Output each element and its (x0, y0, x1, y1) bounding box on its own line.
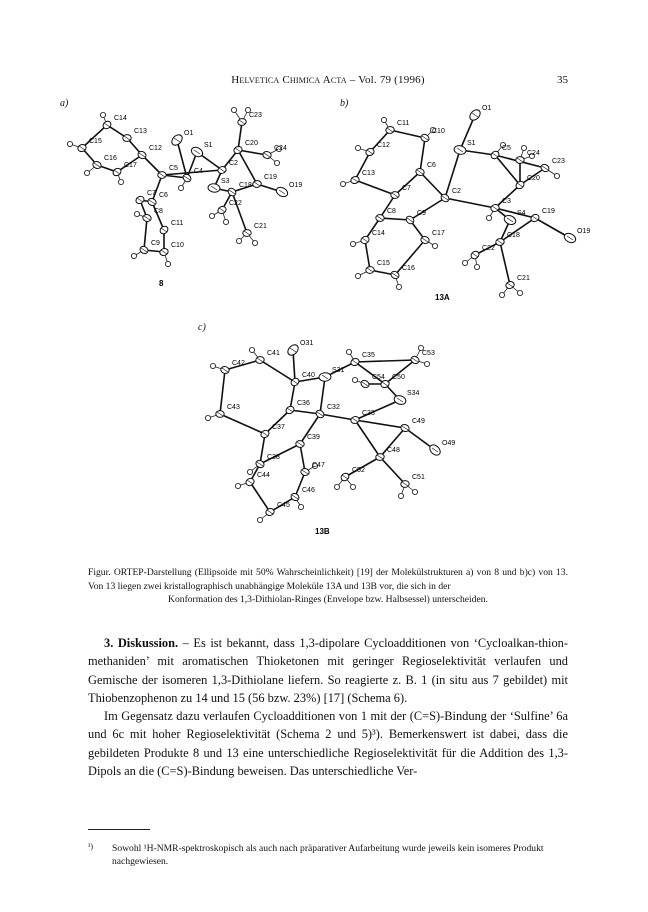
bond (355, 180, 395, 195)
atom-label: C49 (412, 418, 425, 425)
figure-panel-a (62, 100, 322, 300)
bond (410, 198, 445, 220)
ortep-structure-13A (335, 100, 595, 310)
section-heading: 3. Diskussion. (104, 636, 179, 650)
atom-label: C37 (272, 424, 285, 431)
atom-label: C15 (89, 138, 102, 145)
atom-label: C15 (377, 260, 390, 267)
hydrogen-atom (247, 469, 252, 474)
hydrogen-atom (346, 349, 351, 354)
hydrogen-atom (517, 290, 522, 295)
figure-panel-c (195, 322, 475, 542)
atom-label: C40 (302, 372, 315, 379)
caption-line-3: Konformation des 1,3-Dithiolan-Ringes (Envelope bzw. Halbsessel) unterscheiden. (168, 594, 488, 605)
atom-label: C4 (194, 168, 203, 175)
hydrogen-atom (350, 241, 355, 246)
paragraph-discussion-1: 3. Diskussion. – Es ist bekannt, dass 1,3-dipolare Cycloadditionen von ‘Cycloalkan-thion-methaniden’ mit aromatischen Thioketonen mit geringer Regioselektivität verlaufen und Gemische der isomeren 1,3-Dithiolane liefern. So reagierte z. B. 1 (in situ aus 7 gebildet) mit Thiobenzophenon zu 14 und 15 (56 bzw. 23%) [17] (Schema 6). (88, 636, 568, 705)
hydrogen-atom (486, 215, 491, 220)
atom-label: C23 (249, 112, 262, 119)
hydrogen-atom (298, 504, 303, 509)
bond (300, 444, 305, 472)
bond (355, 360, 415, 362)
atom-label: C24 (527, 150, 540, 157)
body-text (88, 634, 568, 780)
bond (238, 122, 242, 150)
atom-label: S1 (467, 140, 476, 147)
atom-label: C12 (377, 142, 390, 149)
hydrogen-atom (381, 117, 386, 122)
atom-label: C10 (171, 242, 184, 249)
atom-label: C9 (151, 240, 160, 247)
hydrogen-atom (252, 240, 257, 245)
atom-label: C41 (267, 350, 280, 357)
hydrogen-atom (274, 160, 279, 165)
hydrogen-atom (178, 185, 183, 190)
hydrogen-atom (223, 219, 228, 224)
atom-label: O19 (289, 182, 303, 189)
atom-label: C13 (134, 128, 147, 135)
panel-c-label: c) (198, 322, 206, 333)
hydrogen-atom (334, 484, 339, 489)
atom-label: C6 (427, 162, 436, 169)
bond (290, 410, 320, 414)
hydrogen-atom (235, 483, 240, 488)
atom-label: S31 (332, 367, 345, 374)
bond (365, 240, 370, 270)
atom-label: C21 (254, 223, 267, 230)
figure-panel-b (335, 100, 595, 310)
atom-label: O1 (184, 130, 194, 137)
hydrogen-atom (340, 181, 345, 186)
atom-label: C16 (104, 155, 117, 162)
atom-label: S4 (517, 210, 526, 217)
hydrogen-atom (236, 238, 241, 243)
atom-label: C11 (171, 220, 184, 227)
hydrogen-atom (231, 107, 236, 112)
atom-label: C23 (552, 158, 565, 165)
bond (500, 242, 510, 285)
hydrogen-atom (134, 211, 139, 216)
atom-label: C43 (227, 404, 240, 411)
atom-label: C48 (387, 447, 400, 454)
atom-label: C6 (159, 192, 168, 199)
atom-label: C14 (114, 115, 127, 122)
atom-label: C9 (417, 210, 426, 217)
atom-label: C35 (362, 352, 375, 359)
atom-label: C7 (147, 190, 156, 197)
hydrogen-atom (210, 363, 215, 368)
hydrogen-atom (355, 273, 360, 278)
atom-label: C14 (372, 230, 385, 237)
bond (380, 457, 405, 484)
atom-label: C13 (362, 170, 375, 177)
bond (250, 482, 270, 512)
atom-label: C52 (352, 467, 365, 474)
atom-label: C47 (312, 462, 325, 469)
bond (232, 192, 247, 233)
page-number: 35 (557, 74, 568, 86)
atom-label: C36 (297, 400, 310, 407)
atom-label: C22 (482, 245, 495, 252)
hydrogen-atom (131, 253, 136, 258)
atom-label: C38 (267, 454, 280, 461)
hydrogen-atom (398, 493, 403, 498)
atom-label: C24 (274, 145, 287, 152)
hydrogen-atom (474, 264, 479, 269)
bond (390, 130, 425, 138)
panel-b-label: b) (340, 98, 349, 109)
atom-label: C8 (387, 208, 396, 215)
hydrogen-atom (432, 243, 437, 248)
atom-label: C3 (502, 198, 511, 205)
bond (445, 198, 495, 208)
bond (220, 370, 225, 414)
atom-label: S34 (407, 390, 420, 397)
hydrogen-atom (67, 141, 72, 146)
atom-label: C20 (527, 175, 540, 182)
bond (238, 150, 257, 184)
bond (152, 202, 164, 230)
ortep-structure-13B (195, 322, 475, 542)
hydrogen-atom (462, 260, 467, 265)
bond (420, 172, 445, 198)
footnote-marker: ³) (88, 842, 94, 851)
atom-label: C5 (169, 165, 178, 172)
atom-label: C17 (432, 230, 445, 237)
atom-label: C22 (229, 200, 242, 207)
atom-label: C7 (402, 185, 411, 192)
hydrogen-atom (100, 112, 105, 117)
atom-label: O19 (577, 228, 591, 235)
compound-number: 13B (315, 527, 330, 536)
bond (355, 420, 380, 457)
atom-label: C32 (327, 404, 340, 411)
hydrogen-atom (118, 179, 123, 184)
atom-label: O49 (442, 440, 456, 447)
hydrogen-atom (84, 170, 89, 175)
hydrogen-atom (396, 284, 401, 289)
compound-number: 13A (435, 293, 450, 302)
footnote-rule (88, 829, 150, 830)
atom-label: C39 (307, 434, 320, 441)
hydrogen-atom (350, 484, 355, 489)
bond (320, 377, 325, 414)
footnote-text: Sowohl ¹H-NMR-spektroskopisch als auch nach präparativer Aufarbeitung wurde jeweils kein isomeres Produkt nachgewiesen. (112, 843, 544, 867)
hydrogen-atom (209, 213, 214, 218)
atom-label: C50 (392, 374, 405, 381)
atom-label: C42 (232, 360, 245, 367)
atom-label: O31 (300, 340, 314, 347)
journal-name: Helvetica Chimica Acta (231, 74, 347, 86)
atom-label: C8 (154, 208, 163, 215)
atom-label: C18 (239, 182, 252, 189)
caption-line-2: b)c) von 13. Von 13 liegen zwei kristallographisch unabhängige Moleküle 13A und 13B vor, die sich in der (88, 567, 568, 592)
hydrogen-atom (521, 145, 526, 150)
atom-label: C33 (362, 410, 375, 417)
bond (220, 414, 265, 434)
ortep-structure-8 (62, 100, 322, 300)
compound-number: 8 (159, 279, 164, 288)
caption-line-1: Figur. ORTEP-Darstellung (Ellipsoide mit 50% Wahrscheinlichkeit) [19] der Molekülstrukturen a) von 8 und (88, 567, 517, 578)
atom-label: C45 (277, 502, 290, 509)
hydrogen-atom (412, 489, 417, 494)
hydrogen-atom (257, 517, 262, 522)
bond (260, 434, 265, 464)
paragraph-discussion-2: Im Gegensatz dazu verlaufen Cycloadditionen von 1 mit der (C=S)-Bindung der ‘Sulfine’ 6a und 6c mit hoher Regioselektivität (Schema 2 und 5)³). Bemerkenswert ist dabei, dass die gebildeten Produkte 8 und 13 eine unterschiedliche Regioselektivität für die Addition des 1,3-Dipols an die (C=S)-Bindung beweisen. Das unterschiedliche Ver- (88, 709, 568, 779)
atom-label: C21 (517, 275, 530, 282)
hydrogen-atom (355, 145, 360, 150)
hydrogen-atom (352, 377, 357, 382)
figure-caption (88, 566, 568, 607)
atom-label: C5 (502, 145, 511, 152)
atom-label: C53 (422, 350, 435, 357)
bond (260, 444, 300, 464)
atom-label: S1 (204, 142, 213, 149)
atom-label: C19 (542, 208, 555, 215)
atom-label: C46 (302, 487, 315, 494)
panel-a-label: a) (60, 98, 69, 109)
journal-volume: – Vol. 79 (1996) (349, 74, 425, 86)
hydrogen-atom (165, 261, 170, 266)
atom-label: C16 (402, 265, 415, 272)
bond (144, 218, 147, 250)
atom-label: C12 (149, 145, 162, 152)
bond (260, 360, 295, 382)
atom-label: S3 (221, 178, 230, 185)
hydrogen-atom (499, 292, 504, 297)
bond (420, 138, 425, 172)
atom-label: C2 (229, 160, 238, 167)
atom-label: O1 (482, 105, 492, 112)
atom-label: C20 (245, 140, 258, 147)
atom-label: C19 (264, 174, 277, 181)
atom-label: C11 (397, 120, 410, 127)
atom-label: C17 (124, 162, 137, 169)
hydrogen-atom (554, 173, 559, 178)
atom-label: C44 (257, 472, 270, 479)
footnote (88, 842, 568, 868)
hydrogen-atom (249, 347, 254, 352)
bond (320, 414, 355, 420)
atom-label: C51 (412, 474, 425, 481)
atom-label: C10 (432, 128, 445, 135)
atom-label: C54 (372, 374, 385, 381)
hydrogen-atom (205, 415, 210, 420)
atom-label: C2 (452, 188, 461, 195)
hydrogen-atom (424, 361, 429, 366)
atom-label: C18 (507, 232, 520, 239)
bond (355, 420, 405, 428)
